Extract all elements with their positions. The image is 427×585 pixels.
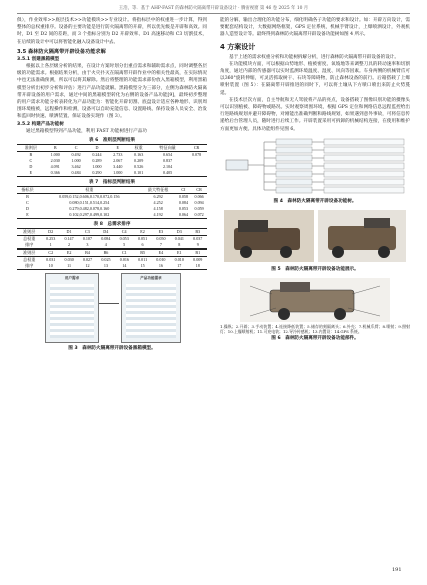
table-8-part-2-header-cell: E1 <box>176 250 182 256</box>
table-6-cell: 1.000 <box>50 152 60 158</box>
figure-4-tree <box>220 136 410 198</box>
technology-paragraph: 在技术层次方面，自主导航和无人驾驶将产品的亮点，设备搭载了图像识别功能的摄像头可以识别植被、障碍物或路况。实时观察周围环境，根据 GPS 定位和网络信息远程监控给出行进路线规划并避开障碍物，对刚能出准确判断和路线规划，如果遇到意外事故，可将信息传递给后台管理人员，随时进行后续工作。开辟装置采用可拆卸的机械结构连接，在使用和维护方面更加方便。具体功能组件见图 6。 <box>220 97 410 132</box>
function-tree-paragraph: 通过黑箱模型得到产品功能，利用 FAST 功能树进行产品功 <box>26 128 147 134</box>
fig4-sub-function-node <box>324 155 404 161</box>
table-6-cell: 0.837 <box>162 158 173 164</box>
fig4-function-node <box>276 139 312 145</box>
function-tree-continued: 能的分解，输出合理化的功能分布，细化明确各子功能的要求和设计。如：开辟万向设计，需要配套结构设计，大数据网络框架，GPS 定位系统，机械手臂设计，上爆喷洒设计，外观机器人造型设计等。最终得到森林防火隔离带开辟设备功能树如图 4 所示。 <box>220 18 410 38</box>
table-8-cell: 3 <box>86 242 89 248</box>
table-7-cell: 4.252 <box>153 200 163 206</box>
table-8-header-cell: 准则层 <box>23 229 36 235</box>
table-8-part-2-cell: 14 <box>122 263 127 269</box>
fig3-user-needs-title: 用户需求 <box>64 276 80 281</box>
table-8-part-2-header-cell: B4 <box>85 250 90 256</box>
table-8-cell: 0.050 <box>156 236 166 242</box>
table-6-cell: 0.209 <box>134 158 144 164</box>
table-8-cell: 0.084 <box>101 236 111 242</box>
table-7-header-cell: 最大特征根 <box>147 187 169 193</box>
figure-4 <box>220 136 410 198</box>
table-8-part-2-cell: 16 <box>158 263 163 269</box>
table-6-cell: 0.484 <box>71 170 81 176</box>
running-head: 王浩，等．基于 AHP-FAST 的森林防火隔离带开辟设备设计 · 腾宙视窗 第 46 卷 2025 年 10 月 <box>118 6 309 11</box>
fig4-function-node <box>276 179 312 185</box>
table-8-part-2-header-cell: B1 <box>195 250 201 256</box>
fig3-arrow <box>99 303 119 304</box>
table-7-header-cell: CR <box>196 187 202 193</box>
table-6-cell: 0.101 <box>134 170 144 176</box>
table-8-header-cell: D3 <box>176 229 182 235</box>
table-6-cell: 0.366 <box>50 170 60 176</box>
table-6-cell: 0.244 <box>92 152 102 158</box>
table-8-cell: 0.037 <box>193 236 203 242</box>
table-8-part-2-cell: 17 <box>177 263 182 269</box>
header-rule <box>17 13 410 14</box>
table-7-cell: 0.053 <box>178 206 189 212</box>
table-7-cell: 0.059,0.152,0.606,0.170,0.072,0.156 <box>59 194 120 200</box>
table-6-row <box>17 170 207 177</box>
table-6-header-cell: 准则层 <box>24 145 38 151</box>
table-7-cell: 0.094 <box>194 200 204 206</box>
table-8-cell: 2 <box>68 242 71 248</box>
table-6-cell: C <box>29 158 33 164</box>
section-4-heading: 4 方案设计 <box>220 42 256 51</box>
table-8-cell: 0.147 <box>64 236 74 242</box>
table-6-cell: 0.078 <box>191 152 202 158</box>
table-7-cell: 0.084 <box>178 200 189 206</box>
table-6-cell: 3.440 <box>113 164 123 170</box>
table-8-part-2-cell: 0.010 <box>174 257 184 263</box>
figure-6 <box>220 276 410 324</box>
table-8-part-2-header-cell: B5 <box>140 250 145 256</box>
table-7-cell: B <box>26 194 29 200</box>
table-8-part-2-cell: 15 <box>140 263 145 269</box>
table-8-part-2-cell: 排序 <box>25 263 34 269</box>
figure-6-caption: 图 6 森林防火隔离带开辟设备功能部件。 <box>271 336 359 342</box>
table-7-cell: 6.292 <box>153 194 163 200</box>
table-7-cell: D <box>25 206 29 212</box>
table-6-cell: 0.405 <box>162 170 173 176</box>
fig3-user-needs-panel <box>45 273 99 343</box>
table-7-cell: 0.072 <box>194 212 204 218</box>
fig4-function-node <box>276 187 312 193</box>
table-8-part-2-cell: 11 <box>67 263 72 269</box>
table-8-part-2-cell: 0.025 <box>101 257 111 263</box>
table-7 <box>17 186 207 219</box>
figure-6-illustration <box>220 276 410 324</box>
table-8-part-2-header-cell: B6 <box>103 250 109 256</box>
black-box-paragraph: 根据以上各层级分析的结果，在设计方案时划分出重点需求和辅助需求点，同时调整各层级的功能需求。根据结果分析，由于火灾扑灭在隔离带开辟作业中的相关性最高，在实际情况中也无法准确预测，所以可以将其解除。然后将整理的功能需求部份放入黑箱模型，利用黑箱模型分析出初步分析和评估）进行产品功能就解。黑箱模型分为三部分，左侧为森林防火隔离带开辟设备的用户需求，通过中间的黑箱模型转化为右侧的设备产品功能[9]，最终初步整理的用户需求功能分析表转化为产品功能为：智能化开辟切割、底盘设计适应各种地形、识别周围环境植被，远程操作和检测，设备可以自助充能信息、设置路线、保持设备人员安全、治发和监回时快速、喷洒装置、保证设备实现作（图 3）。 <box>17 64 207 120</box>
table-7-cell: 4.192 <box>153 212 163 218</box>
fig4-function-node <box>276 163 312 169</box>
table-7-cell: 0.080,0.151,0.514,0.254 <box>69 200 110 206</box>
table-8-row <box>17 242 207 249</box>
table-8-cell: 0.107 <box>82 236 93 242</box>
table-7-header-cell: 指标层 <box>21 187 34 193</box>
table-6-cell: 0.526 <box>134 164 144 170</box>
fig4-function-node <box>276 155 312 161</box>
figure-5-caption: 图 5 森林防火隔离带开辟设备功能展示。 <box>271 266 359 272</box>
table-8 <box>17 228 207 249</box>
table-6-header-cell: CR <box>193 145 200 151</box>
table-8-header-cell: B3 <box>195 229 201 235</box>
fig4-function-node <box>276 147 312 153</box>
table-8-part-2-cell: 总权重 <box>23 257 36 263</box>
table-7-row <box>17 212 207 219</box>
table-6-cell: 0.163 <box>134 152 144 158</box>
table-6-header-cell: B <box>53 145 57 151</box>
fig4-sub-function-node <box>324 179 404 185</box>
table-8-cell: 7 <box>159 242 162 248</box>
table-8-part-2-cell: 13 <box>103 263 108 269</box>
table-8-header-cell: D4 <box>103 229 109 235</box>
table-6-cell: D <box>29 164 33 170</box>
table-8-part-2-row <box>17 263 207 270</box>
table-8-header-cell: D1 <box>66 229 72 235</box>
table-8-cell: 总权重 <box>23 236 36 242</box>
table-6-cell: 0.654 <box>162 152 173 158</box>
table-8-header-cell: D2 <box>48 229 54 235</box>
table-6-header-cell: D <box>95 145 99 151</box>
table-6-cell: 0.289 <box>92 158 102 164</box>
table-8-part-2-cell: 18 <box>195 263 200 269</box>
page-number: 191 <box>392 567 402 573</box>
table-8-cell: 6 <box>141 242 144 248</box>
table-6-cell <box>186 170 207 177</box>
figure-4-caption: 图 4 森林防火隔离带开辟设备功能树。 <box>273 198 357 204</box>
table-6-header-cell: C <box>74 145 78 151</box>
table-8-part-2-cell: 0.010 <box>156 257 166 263</box>
table-8-part-2-header-cell: 准则层 <box>23 250 36 256</box>
figure-6-legend: 1.操纵；2.开辟；3.手动装置；4.连接降低装置；5.储存的刻隔离头；6.外壳；7.机械爪臂；8.喷射；9.照射灯；10.上爆喷射机；11.可充电装；12.导冷传感机；13.内置设：14.GPS 系统。 <box>220 323 410 335</box>
table-8-cell: 9 <box>196 242 199 248</box>
table-8-cell: 4 <box>104 242 107 248</box>
table-6-header-cell: 特征向量 <box>159 145 176 151</box>
table-8-part-2-cell: 0.009 <box>193 257 203 263</box>
table-6-cell: 2.104 <box>162 164 173 170</box>
fig4-sub-function-node <box>324 171 404 177</box>
figure-5 <box>220 208 410 266</box>
table-7-cell: 0.102,0.297,0.499,0.102 <box>69 212 110 218</box>
table-8-cell: 0.041 <box>174 236 184 242</box>
section-3-5-2-heading: 3.5.2 构建产品功能树 <box>17 121 64 127</box>
table-8-header-cell: C4 <box>121 229 127 235</box>
table-6-cell: E <box>29 170 33 176</box>
fig4-function-node <box>276 171 312 177</box>
table-8-part-2-cell: 0.011 <box>138 257 148 263</box>
table-8-header-cell: C3 <box>85 229 90 235</box>
table-7-cell: 0.058 <box>178 194 189 200</box>
table-6-cell: 3.462 <box>71 164 81 170</box>
table-7-header-cell: 权重 <box>85 187 94 193</box>
table-6-cell: 0.492 <box>71 152 81 158</box>
table-8-part-2-cell: 0.030 <box>64 257 74 263</box>
table-6-cell: 2.067 <box>113 158 123 164</box>
right-column <box>220 17 410 342</box>
table-7-cell: 0.066 <box>194 194 204 200</box>
table-7-cell: E <box>26 212 29 218</box>
table-6-cell: 1.000 <box>92 164 102 170</box>
table-8-part-2-cell: 12 <box>85 263 90 269</box>
table-7-caption: 表 7 指标层判断结果 <box>88 180 136 186</box>
table-8-part-2-header-cell: E2 <box>66 250 72 256</box>
table-8-part-2-cell: 0.016 <box>119 257 129 263</box>
table-8-cell: 5 <box>123 242 126 248</box>
table-8-part-2-header-cell: C1 <box>121 250 127 256</box>
fig3-function-title: 产品功能需求 <box>140 276 162 281</box>
table-8-part-2-header-cell: E4 <box>158 250 164 256</box>
design-intro-paragraph: 基于上述的需求权重分析和功能树拆解分析，进行森林防火隔离带开辟设备的设计。 <box>229 54 399 60</box>
table-8-cell: 排序 <box>25 242 34 248</box>
fig3-user-needs-list <box>50 284 94 338</box>
table-7-cell: C <box>26 200 29 206</box>
table-6-cell: 4.091 <box>50 164 60 170</box>
table-8-header-cell: E3 <box>158 229 164 235</box>
table-8-part-2-cell: 10 <box>48 263 53 269</box>
figure-3 <box>17 273 207 345</box>
table-8-part-2 <box>17 249 207 270</box>
table-8-cell: 8 <box>178 242 181 248</box>
table-6 <box>17 144 207 177</box>
fig3-function-list <box>126 284 176 338</box>
table-8-caption: 表 8 总需求排序 <box>93 222 131 228</box>
function-module-paragraph: 在功能模块方面，可以根据山势地形、植被密度、氧坡地等来调整刀具的转动速率和切割角度，通过内部的传感器可以实时监测环境温度、湿度、风向等因素。车身两侧的机械臂爪可以360°旋转伸缩，可灵活抓取树干、石块等障碍物，防止森林设备的前行。后箱搭载了上爆喷射装置（图 5）：在隔离带开辟推进的同时下，可以将土壤从下方喷口喷出来防止火势蔓延。 <box>220 61 410 96</box>
fig3-function-panel <box>121 273 181 343</box>
table-8-part-2-header-cell: C2 <box>48 250 54 256</box>
table-6-cell: B <box>29 152 33 158</box>
table-6-cell: 2.030 <box>50 158 60 164</box>
left-column <box>17 17 207 352</box>
table-7-cell: 0.279,0.482,0.078,0.160 <box>69 206 110 212</box>
fig4-sub-function-node <box>324 187 404 193</box>
figure-5-illustration <box>220 208 410 266</box>
table-6-header-cell: E <box>116 145 120 151</box>
table-8-header-cell: E2 <box>140 229 145 235</box>
table-8-part-2-cell: 0.031 <box>46 257 56 263</box>
table-6-header-cell: 权重 <box>134 145 143 151</box>
table-7-cell: 4.158 <box>153 206 163 212</box>
figure-3-caption: 图 3 森林防火隔离带开辟设备黑箱模型。 <box>68 346 156 352</box>
table-6-cell: 0.290 <box>92 170 102 176</box>
table-6-cell: 1.000 <box>113 170 123 176</box>
fig4-sub-function-node <box>324 147 404 153</box>
section-3-5-1-heading: 3.5.1 创建黑箱模型 <box>17 56 60 62</box>
table-7-cell: 0.064 <box>178 212 189 218</box>
table-8-cell: 1 <box>49 242 52 248</box>
table-6-caption: 表 6 准则层判断结果 <box>88 138 136 144</box>
table-7-cell: 0.059 <box>194 206 204 212</box>
table-7-header-cell: CI <box>181 187 186 193</box>
table-8-cell: 0.051 <box>137 236 148 242</box>
fig4-sub-function-node <box>324 163 404 169</box>
table-8-part-2-cell: 0.027 <box>82 257 93 263</box>
table-6-cell: 2.733 <box>113 152 123 158</box>
table-8-cell: 0.253 <box>46 236 56 242</box>
intro-paragraph: 俱），作业效率>>底层技术>>功能模块>>专业设计。将指标层中的权重进一步计算，得到整体的总权重排序。设备的主要功能是进行防火隔离带的开辟，所以优先级是开辟和高效。同时，D1 至 D2 间的差距，而 3 个指标分别为 D2 开辟效率、D1 高速移动和 C3 切割技术，在后续的设计中可以将智能化融入设备设计中去。 <box>17 18 207 45</box>
fig4-sub-function-node <box>324 139 404 145</box>
table-6-cell: 1.000 <box>71 158 81 164</box>
section-3-5-heading: 3.5 森林防火隔离带开辟设备功能求解 <box>17 48 106 55</box>
table-8-cell: 0.053 <box>119 236 129 242</box>
